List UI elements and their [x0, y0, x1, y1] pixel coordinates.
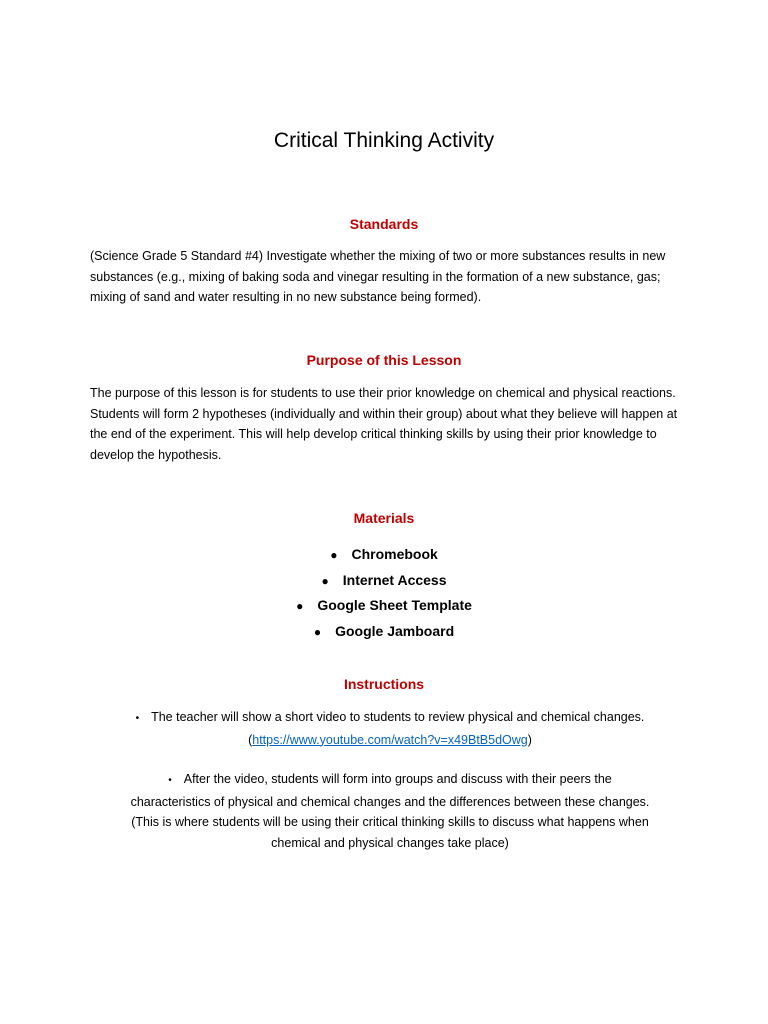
- bullet-icon: ●: [330, 548, 338, 562]
- document-title: Critical Thinking Activity: [273, 129, 495, 152]
- standards-heading: Standards: [349, 216, 419, 232]
- materials-item: [0, 619, 768, 645]
- instructions-item-text: ): [527, 732, 532, 747]
- materials-heading: Materials: [353, 510, 415, 526]
- materials-item: [0, 593, 768, 619]
- bullet-icon: ●: [296, 599, 304, 613]
- instructions-heading: Instructions: [343, 676, 425, 692]
- bullet-icon: ●: [313, 624, 322, 639]
- materials-item-label: Internet Access: [342, 571, 447, 588]
- bullet-icon: •: [135, 713, 140, 724]
- materials-list: [0, 542, 768, 644]
- materials-item: [0, 542, 768, 568]
- instructions-item: [130, 707, 650, 750]
- instructions-item: [130, 769, 650, 853]
- materials-item-label: Chromebook: [351, 546, 438, 562]
- purpose-heading: Purpose of this Lesson: [306, 352, 462, 368]
- video-link[interactable]: https://www.youtube.com/watch?v=x49BtB5dOwg: [252, 732, 528, 747]
- materials-item-label: Google Sheet Template: [317, 597, 472, 613]
- materials-item-label: Google Jamboard: [335, 622, 455, 639]
- instructions-item-text: The teacher will show a short video to students to review physical and chemical changes. (: [151, 710, 645, 747]
- instructions-item-text: After the video, students will form into groups and discuss with their peers the characteristics of physical and chemical changes and the differences between these changes. (This is where students will be using their critical thinking skills to discuss what happens when chemical and physical changes take place): [130, 772, 650, 850]
- bullet-icon: ●: [321, 573, 329, 588]
- bullet-icon: •: [168, 775, 172, 786]
- purpose-text: The purpose of this lesson is for students to use their prior knowledge on chemical and physical reactions. Students will form 2 hypotheses (individually and within their group) about what they believe will happen at the end of the experiment. This will help develop critical thinking skills by using their prior knowledge to develop the hypothesis.: [90, 386, 678, 462]
- materials-item: [0, 568, 768, 594]
- standards-text: (Science Grade 5 Standard #4) Investigate whether the mixing of two or more substances results in new substances (e.g., mixing of baking soda and vinegar resulting in the formation of a new substance, gas; mixing of sand and water resulting in no new substance being formed).: [90, 249, 666, 304]
